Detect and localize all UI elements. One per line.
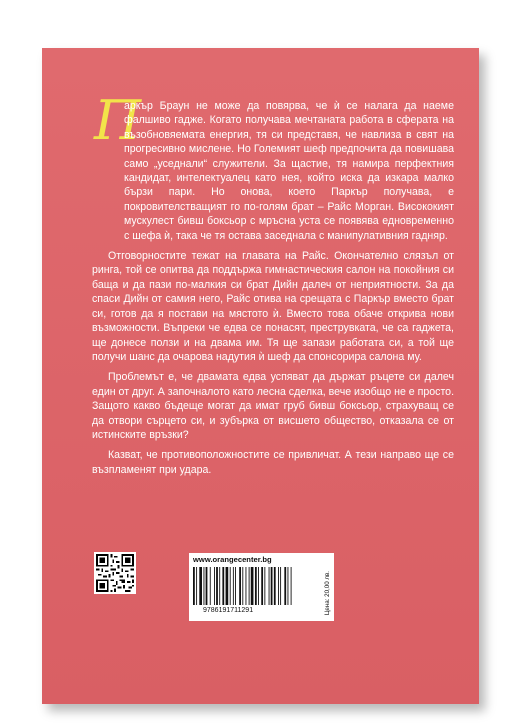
blurb-paragraph-2: Отговорностите тежат на главата на Райс. Окончателно слязъл от ринга, той се опитва да поддържа гимнастическия салон на покойния си баща и да пази по-малкия си брат Дийн далеч от неприятности. За да спаси Дийн от самия него, Райс отива на срещата с Паркър вместо брат си, готов да я постави на мястото ѝ. Вместо това обаче открива нови възможности. Въпреки че едва се понасят, преструвката, че са гаджета, ще донесе ползи и на двама им. Тя ще запази работата си, а той ще получи шанс да очарова надутия ѝ шеф да спонсорира салона му. xyxy=(92,250,454,363)
blurb-paragraph-3: Проблемът е, че двамата едва успяват да държат ръцете си далеч един от друг. А започналото като лесна сделка, вече изобщо не е просто. Защото какво бъдеще могат да имат груб бивш боксьор, страхуващ се да отвори сърцето си, и зубърка от висшето общество, отказала се от истинските връзки? xyxy=(92,371,455,441)
qr-code xyxy=(94,552,136,594)
blurb-paragraph-1: аркър Браун не може да повярва, че ѝ се налага да наеме фалшиво гадже. Когато получава мечтаната работа в сферата на възобновяемата енергия, тя си представя, че навлиза в свят на прогресивно мислене. Но Големият шеф предпочита да повишава само „уседнали“ служители. За щастие, тя намира перфектния кандидат, интелектуалец като нея, който иска да изкара малко бързи пари. Но онова, което Паркър получава, е покровителстващият го по-голям брат – Райс Морган. Висококият мускулест бивш боксьор с мръсна уста се появява едновременно с шефа ѝ, така че тя остава заседнала с манипулативния гадняр. xyxy=(124,100,454,242)
isbn-number: 9786191711291 xyxy=(203,607,254,614)
blurb-paragraph-4: Казват, че противоположностите се привличат. А тези направо ще се възпламенят при удара. xyxy=(92,449,454,476)
barcode xyxy=(193,567,315,605)
drop-cap: П xyxy=(94,89,142,152)
price-label: Цена: 20,00 лв. xyxy=(324,571,331,616)
barcode-label xyxy=(189,553,334,621)
blurb-text xyxy=(92,99,454,483)
website-url: www.orangecenter.bg xyxy=(193,555,272,564)
